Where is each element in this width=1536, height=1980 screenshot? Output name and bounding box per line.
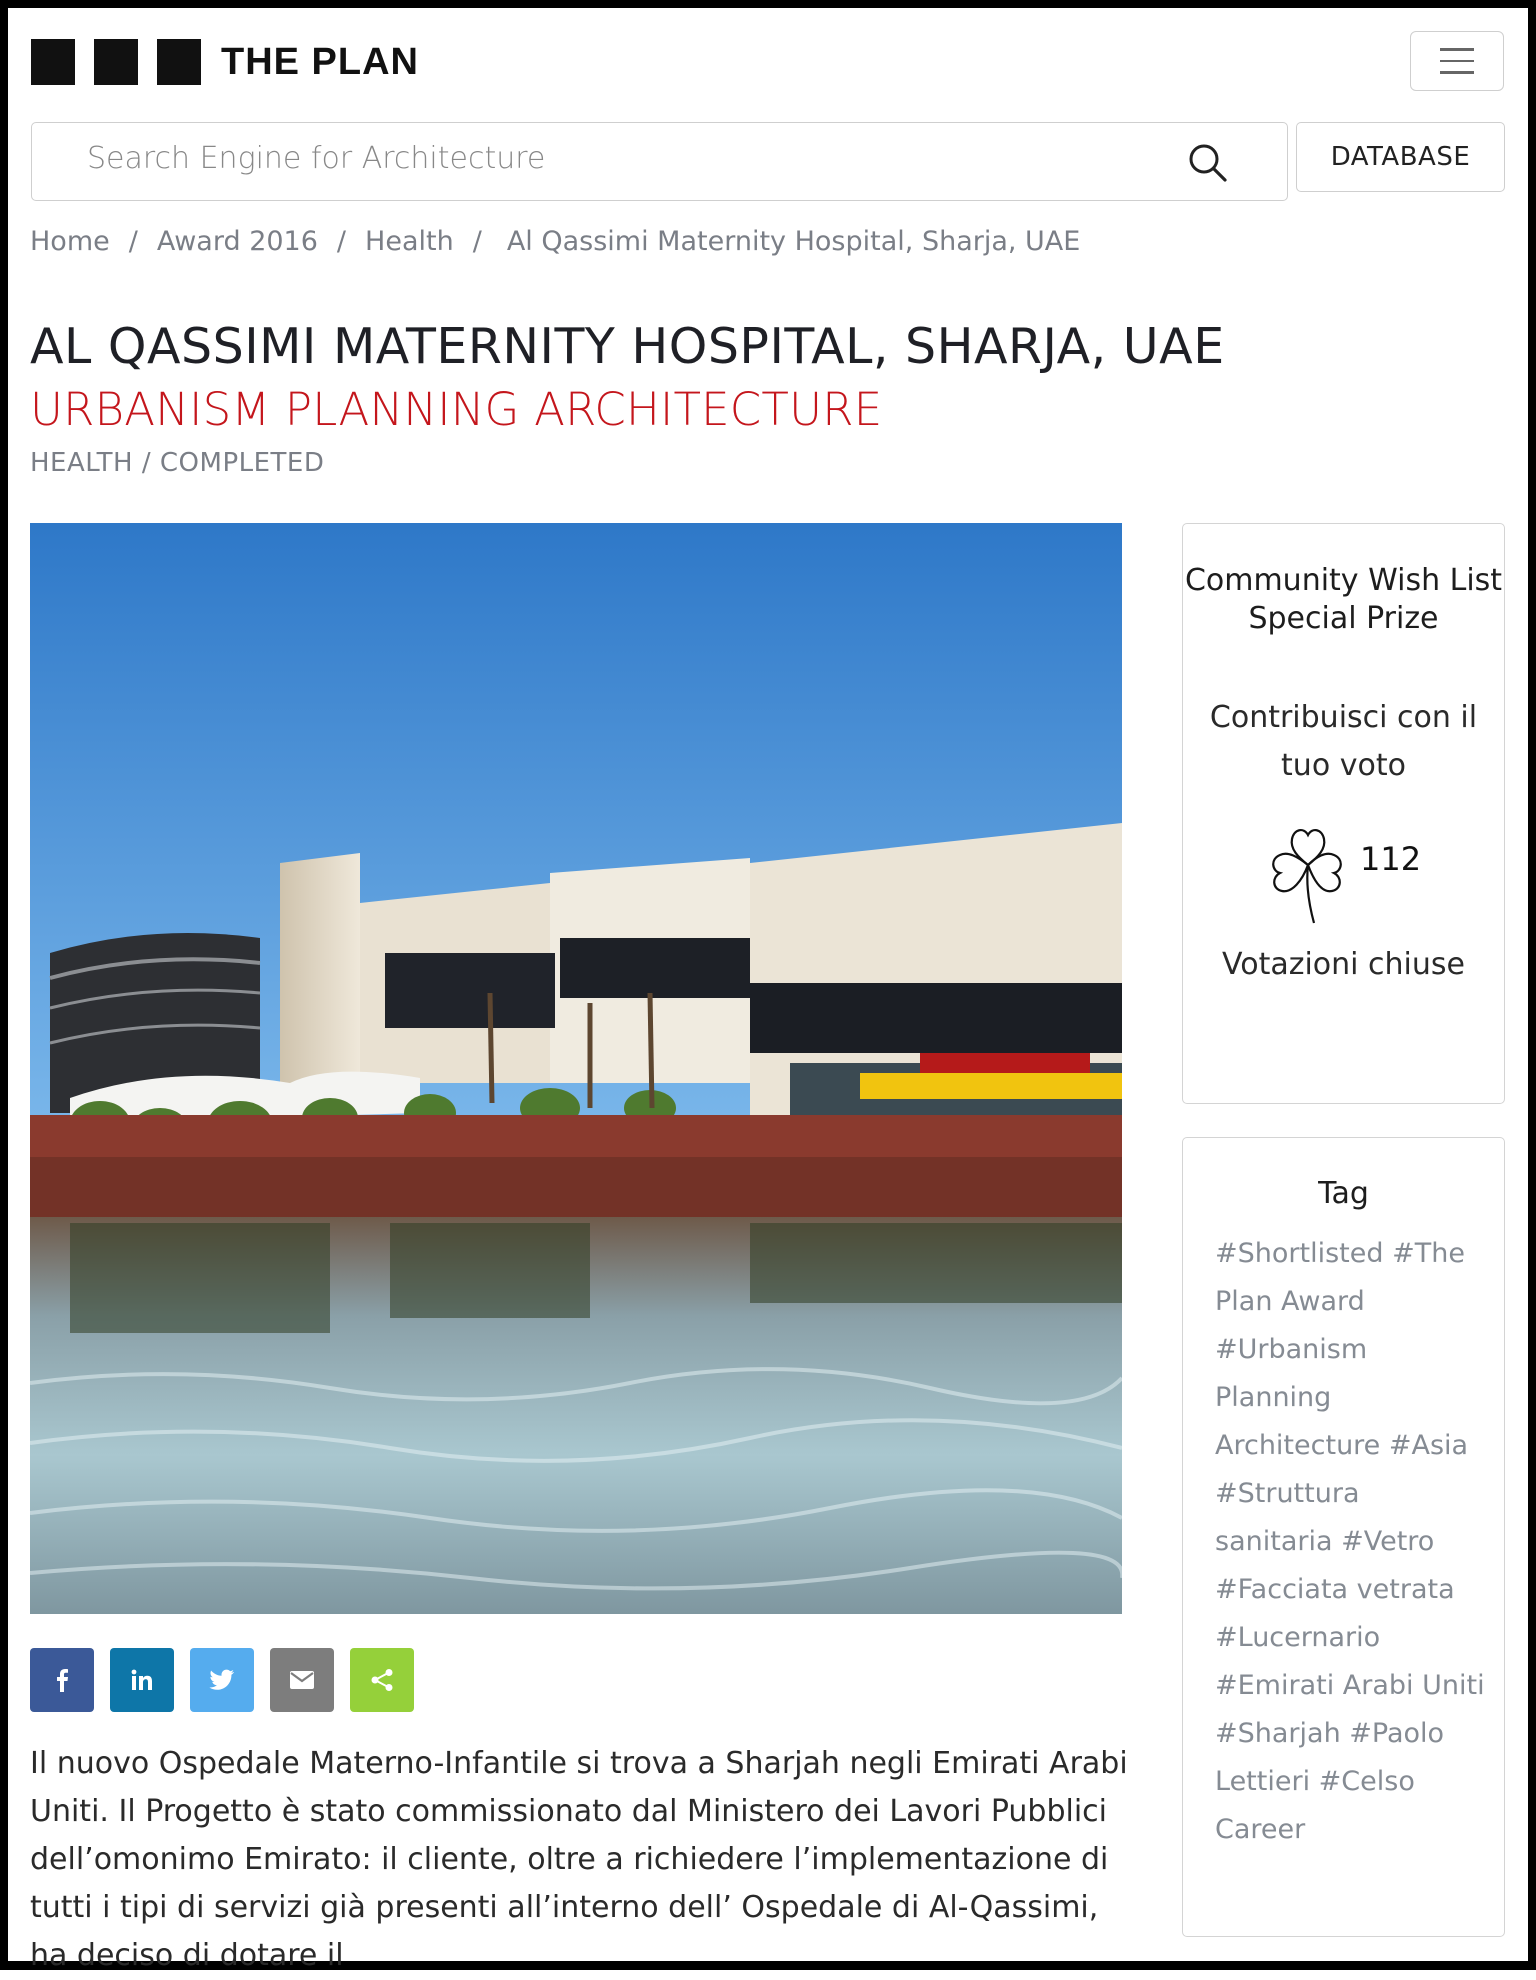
project-description: Il nuovo Ospedale Materno-Infantile si trova a Sharjah negli Emirati Arabi Uniti. Il Progetto è stato commissionato dal Ministero dei Lavori Pubblici dell’omonimo Emirato: il cliente, oltre a richiedere l’implementazione di tutti i tipi di servizi già presenti all’interno dell’ Ospedale di Al-Qassimi, ha deciso di dotare il — [30, 1746, 1128, 1973]
twitter-share-button[interactable] — [190, 1648, 254, 1712]
tag-link[interactable]: #Lucernario — [1215, 1622, 1381, 1653]
firm-link[interactable]: URBANISM PLANNING ARCHITECTURE — [30, 383, 883, 436]
twitter-icon — [209, 1669, 235, 1691]
search-icon[interactable] — [1186, 141, 1230, 185]
linkedin-icon — [131, 1669, 153, 1691]
breadcrumb-separator: / — [472, 226, 482, 257]
tag-link[interactable]: #Asia — [1388, 1430, 1469, 1461]
breadcrumb-separator: / — [336, 226, 347, 257]
hamburger-menu-button[interactable] — [1410, 31, 1504, 91]
logo-square — [94, 39, 138, 85]
email-icon — [289, 1670, 315, 1690]
tag-link[interactable]: #Shortlisted — [1215, 1238, 1384, 1269]
tag-link[interactable]: #Sharjah — [1215, 1718, 1341, 1749]
breadcrumb-current: Al Qassimi Maternity Hospital, Sharja, UAE — [506, 226, 1081, 257]
hamburger-icon — [1440, 71, 1474, 74]
hamburger-icon — [1440, 48, 1474, 51]
breadcrumb-home[interactable]: Home — [30, 226, 110, 257]
breadcrumb-health[interactable]: Health — [365, 226, 454, 257]
breadcrumb — [30, 226, 1080, 257]
site-logo[interactable] — [31, 38, 419, 86]
tag-link[interactable]: #Vetro — [1341, 1526, 1435, 1557]
tags-card — [1182, 1137, 1505, 1937]
tag-link[interactable]: #Urbanism Planning Architecture — [1215, 1334, 1381, 1461]
voting-status: Votazioni chiuse — [1222, 947, 1465, 982]
tag-link[interactable]: #Struttura sanitaria — [1215, 1478, 1360, 1557]
tags-title: Tag — [1318, 1176, 1369, 1211]
logo-square — [157, 39, 201, 85]
tag-list — [1215, 1230, 1485, 1854]
clover-icon[interactable] — [1268, 819, 1348, 929]
logo-text: THE PLAN — [221, 40, 419, 83]
page-title: AL QASSIMI MATERNITY HOSPITAL, SHARJA, UAE — [30, 318, 1225, 375]
share-icon — [370, 1668, 394, 1692]
linkedin-share-button[interactable] — [110, 1648, 174, 1712]
project-meta: HEALTH / COMPLETED — [30, 448, 325, 478]
breadcrumb-award[interactable]: Award 2016 — [156, 226, 318, 257]
facebook-share-button[interactable] — [30, 1648, 94, 1712]
tag-link[interactable]: #Paolo Lettieri — [1215, 1718, 1445, 1797]
logo-square — [31, 39, 75, 85]
tag-link[interactable]: #Facciata vetrata — [1215, 1574, 1455, 1605]
tag-link[interactable]: #The Plan Award — [1215, 1238, 1465, 1317]
vote-counter — [1268, 819, 1421, 929]
sharethis-button[interactable] — [350, 1648, 414, 1712]
hamburger-icon — [1440, 60, 1474, 63]
wishlist-card — [1182, 523, 1505, 1104]
email-share-button[interactable] — [270, 1648, 334, 1712]
share-bar — [30, 1648, 414, 1712]
wishlist-prompt: Contribuisci con il tuo voto — [1209, 700, 1478, 783]
tag-link[interactable]: #Emirati Arabi Uniti — [1215, 1670, 1485, 1701]
vote-count: 112 — [1360, 840, 1422, 878]
search-input[interactable] — [31, 122, 1288, 201]
facebook-icon — [55, 1668, 69, 1692]
database-button[interactable]: DATABASE — [1296, 122, 1505, 192]
search-placeholder: Search Engine for Architecture — [87, 141, 546, 176]
tag-link[interactable]: #Celso Career — [1215, 1766, 1415, 1845]
breadcrumb-separator: / — [128, 226, 138, 257]
wishlist-title: Community Wish List Special Prize — [1184, 563, 1503, 636]
hero-image[interactable] — [30, 523, 1122, 1614]
